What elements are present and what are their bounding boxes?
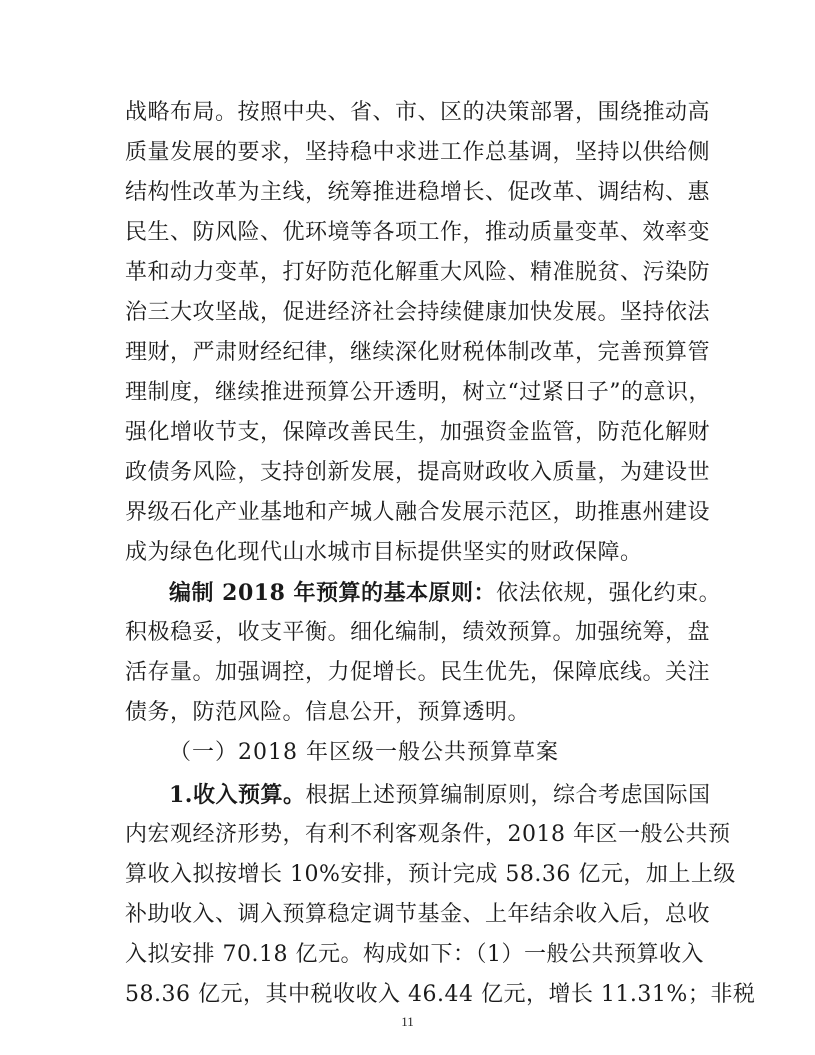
principles-first-line bbox=[169, 573, 722, 613]
section-heading: （一）2018 年区级一般公共预算草案 bbox=[169, 740, 559, 765]
paragraph-line: 理财，严肃财经纪律，继续深化财税体制改革，完善预算管 bbox=[125, 340, 711, 365]
principles-lead: 编制 2018 年预算的基本原则： bbox=[169, 580, 497, 606]
revenue-first-line bbox=[169, 775, 711, 815]
paragraph-line: 质量发展的要求，坚持稳中求进工作总基调，坚持以供给侧 bbox=[125, 140, 711, 165]
paragraph-line: 成为绿色化现代山水城市目标提供坚实的财政保障。 bbox=[125, 540, 643, 565]
paragraph-line: 活存量。加强调控，力促增长。民生优先，保障底线。关注 bbox=[125, 660, 711, 685]
paragraph-line: 治三大攻坚战，促进经济社会持续健康加快发展。坚持依法 bbox=[125, 300, 711, 325]
paragraph-line: 结构性改革为主线，统筹推进稳增长、促改革、调结构、惠 bbox=[125, 180, 711, 205]
principles-lead-rest: 依法依规，强化约束。 bbox=[496, 581, 722, 606]
paragraph-line: 界级石化产业基地和产城人融合发展示范区，助推惠州建设 bbox=[125, 500, 711, 525]
paragraph-line: 理制度，继续推进预算公开透明，树立“过紧日子”的意识， bbox=[125, 380, 711, 405]
paragraph-line: 内宏观经济形势，有利不利客观条件，2018 年区一般公共预 bbox=[125, 822, 731, 847]
revenue-lead: 1.收入预算。 bbox=[169, 782, 306, 808]
page-number: 11 bbox=[401, 1014, 414, 1029]
paragraph-line: 58.36 亿元，其中税收收入 46.44 亿元，增长 11.31%；非税 bbox=[125, 982, 756, 1007]
paragraph-line: 强化增收节支，保障改善民生，加强资金监管，防范化解财 bbox=[125, 420, 711, 445]
paragraph-line: 革和动力变革，打好防范化解重大风险、精准脱贫、污染防 bbox=[125, 260, 711, 285]
paragraph-line: 算收入拟按增长 10%安排，预计完成 58.36 亿元，加上上级 bbox=[125, 862, 736, 887]
paragraph-line: 债务，防范风险。信息公开，预算透明。 bbox=[125, 700, 531, 725]
paragraph-line: 政债务风险，支持创新发展，提高财政收入质量，为建设世 bbox=[125, 460, 711, 485]
paragraph-line: 入拟安排 70.18 亿元。构成如下：（1）一般公共预算收入 bbox=[125, 942, 704, 967]
paragraph-line: 民生、防风险、优环境等各项工作，推动质量变革、效率变 bbox=[125, 220, 711, 245]
paragraph-line: 战略布局。按照中央、省、市、区的决策部署，围绕推动高 bbox=[125, 100, 711, 125]
paragraph-line: 积极稳妥，收支平衡。细化编制，绩效预算。加强统筹，盘 bbox=[125, 620, 711, 645]
revenue-lead-rest: 根据上述预算编制原则，综合考虑国际国 bbox=[305, 783, 711, 808]
paragraph-line: 补助收入、调入预算稳定调节基金、上年结余收入后，总收 bbox=[125, 902, 711, 927]
